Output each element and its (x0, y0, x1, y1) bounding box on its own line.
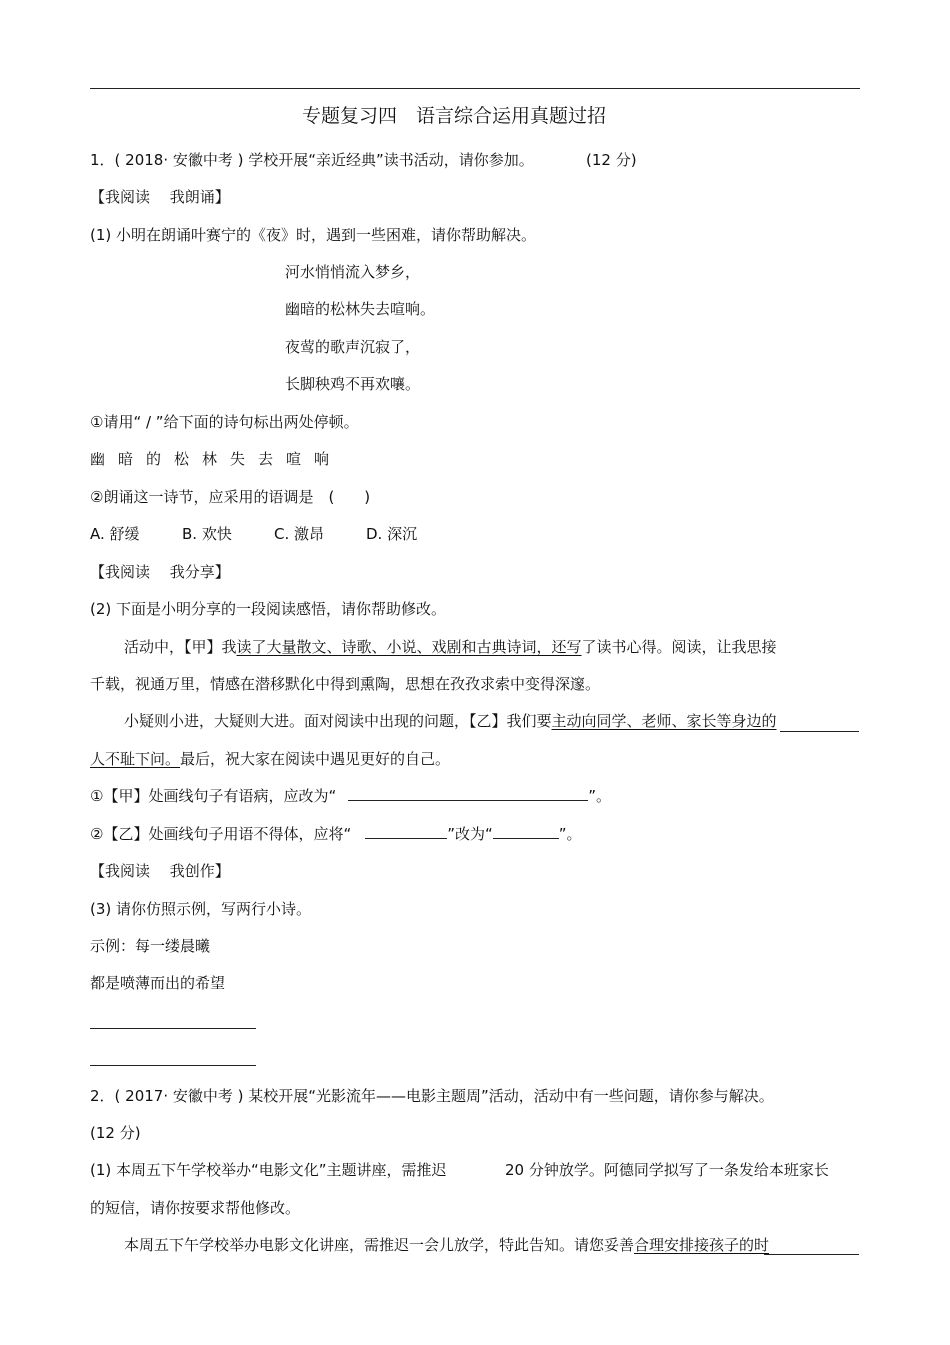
answer-blank-yi-original[interactable] (365, 824, 447, 839)
sms-underline-extension (764, 1254, 859, 1255)
underlined-sentence-yi: 主动向同学、老师、家长等身边的 (551, 712, 777, 730)
pause-mark-line: 幽暗的松林失去喧响 (90, 450, 343, 468)
para2-lead: 小疑则小进，大疑则大进。面对阅读中出现的问题，【乙】我们要 (124, 712, 552, 730)
q1-part3: (3) 请你仿照示例，写两行小诗。 (90, 900, 312, 918)
q1-header: 1．( 2018· 安徽中考 ) 学校开展“亲近经典”读书活动，请你参加。 (90, 151, 534, 169)
fix-jia-prompt: ①【甲】处画线句子有语病，应改为“ (90, 787, 337, 805)
reflection-para-2 (124, 711, 777, 731)
q2-part1-c: 的短信，请你按要求帮他修改。 (90, 1199, 301, 1217)
section-read-create: 【我阅读 我创作】 (90, 862, 230, 880)
q2-header: 2．( 2017· 安徽中考 ) 某校开展“光影流年——电影主题周”活动，活动中有一些问题，请你参与解决。 (90, 1087, 774, 1105)
poem-line-3: 夜莺的歌声沉寂了， (285, 338, 421, 356)
option-b: B. 欢快 (182, 525, 232, 543)
section-read-recite: 【我阅读 我朗诵】 (90, 188, 230, 206)
fix-yi-mid: ”改为“ (447, 825, 493, 843)
q1-sub2: ②朗诵这一诗节，应采用的语调是 ( ) (90, 488, 371, 506)
fix-yi-close: ”。 (558, 825, 582, 843)
underlined-sentence-yi-end: 人不耻下问。 (90, 750, 181, 768)
q1-part1: (1) 小明在朗诵叶赛宁的《夜》时，遇到一些困难，请你帮助解决。 (90, 226, 537, 244)
fix-jia-close: ”。 (588, 787, 612, 805)
sms-underlined: 合理安排接孩子的时 (634, 1236, 770, 1254)
reflection-para-1 (124, 637, 777, 657)
reflection-para-1-cont: 千载，视通万里，情感在潜移默化中得到熏陶，思想在孜孜求索中变得深邃。 (90, 675, 601, 693)
option-c: C. 激昂 (274, 525, 325, 543)
option-a: A. 舒缓 (90, 525, 140, 543)
para2-tail: 最后，祝大家在阅读中遇见更好的自己。 (180, 750, 451, 768)
poem-answer-line-1[interactable] (90, 1028, 256, 1029)
q2-score: (12 分) (90, 1124, 141, 1142)
example-line-2: 都是喷薄而出的希望 (90, 974, 226, 992)
fix-yi (90, 824, 582, 844)
answer-blank-yi-revised[interactable] (493, 824, 559, 839)
para1-tail: 了读书心得。阅读，让我思接 (581, 638, 777, 656)
q1-sub1: ①请用“ / ”给下面的诗句标出两处停顿。 (90, 413, 359, 431)
q2-part1-a: (1) 本周五下午学校举办“电影文化”主题讲座，需推迟 (90, 1161, 447, 1179)
poem-line-4: 长脚秧鸡不再欢嚷。 (285, 375, 421, 393)
poem-answer-line-2[interactable] (90, 1065, 256, 1066)
reflection-para-2-cont (90, 749, 450, 769)
fix-jia (90, 786, 611, 806)
sms-draft (124, 1235, 769, 1255)
q2-part1-b: 20 分钟放学。阿德同学拟写了一条发给本班家长 (505, 1161, 829, 1179)
poem-line-2: 幽暗的松林失去喧响。 (285, 300, 436, 318)
top-rule (90, 88, 860, 89)
underlined-sentence-jia: 读了大量散文、诗歌、小说、戏剧和古典诗词，还写 (236, 638, 582, 656)
section-read-share: 【我阅读 我分享】 (90, 563, 230, 581)
q1-score: (12 分) (586, 151, 637, 169)
page-title: 专题复习四 语言综合运用真题过招 (302, 105, 607, 127)
para1-lead: 活动中，【甲】我 (124, 638, 237, 656)
q1-part2: (2) 下面是小明分享的一段阅读感悟，请你帮助修改。 (90, 600, 447, 618)
example-line-1: 示例：每一缕晨曦 (90, 937, 211, 955)
poem-line-1: 河水悄悄流入梦乡， (285, 263, 421, 281)
option-d: D. 深沉 (366, 525, 418, 543)
fix-yi-prompt: ②【乙】处画线句子用语不得体，应将“ (90, 825, 352, 843)
answer-blank-jia[interactable] (348, 786, 588, 801)
underline-extension (780, 731, 859, 732)
sms-text: 本周五下午学校举办电影文化讲座，需推迟一会儿放学，特此告知。请您妥善 (124, 1236, 635, 1254)
